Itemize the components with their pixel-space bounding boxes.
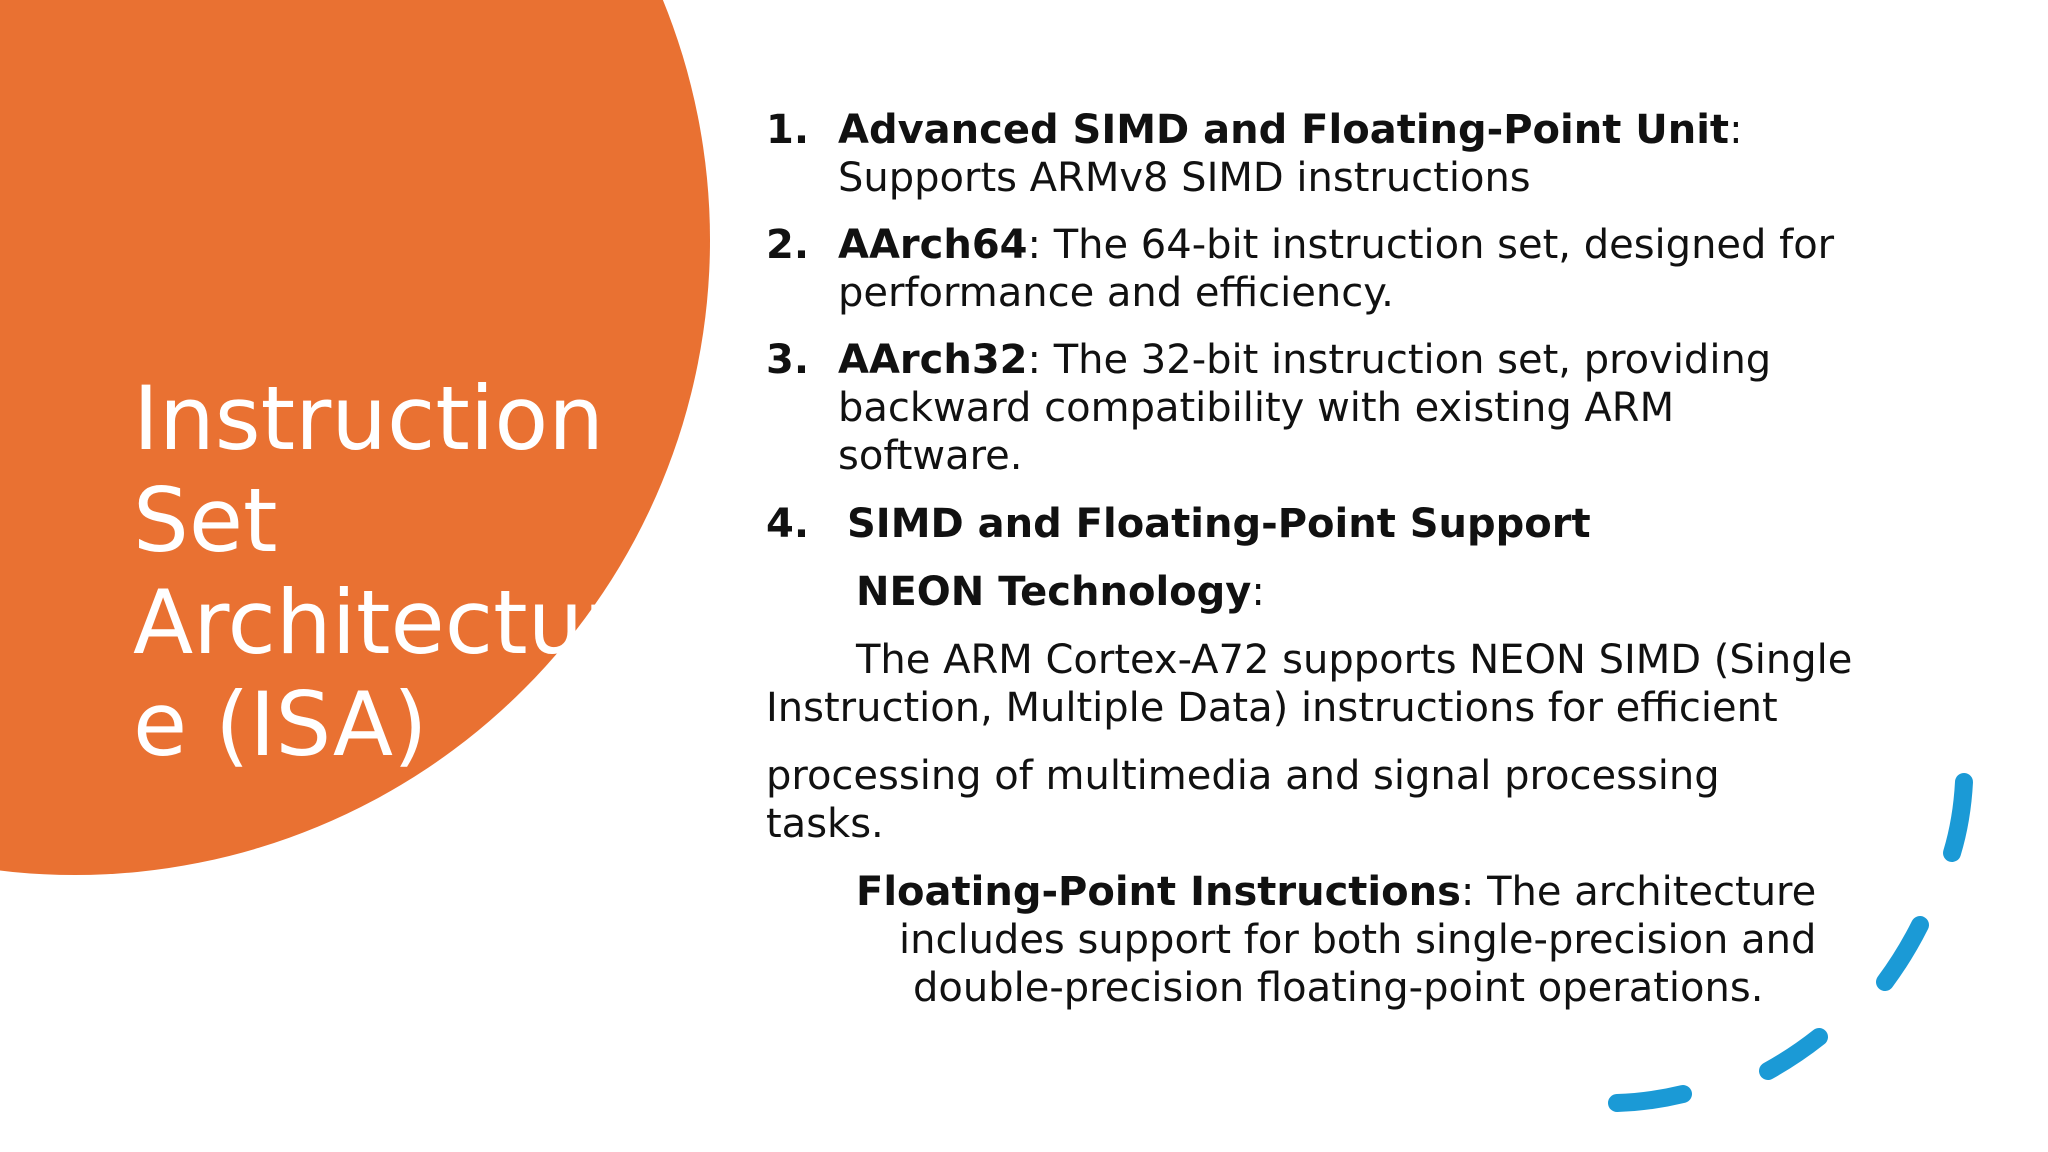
item-term: SIMD and Floating-Point Support	[847, 501, 1591, 547]
title-line: Architectur	[133, 571, 620, 674]
arc-dash	[1885, 925, 1920, 982]
item-term: AArch32	[838, 337, 1028, 383]
title-line: Instruction	[133, 367, 604, 470]
neon-separator: :	[1251, 569, 1265, 615]
item-separator: :	[1027, 222, 1041, 268]
item-line: software.	[838, 433, 1023, 479]
neon-text-line: The ARM Cortex-A72 supports NEON SIMD (Single	[856, 637, 1853, 683]
item-text: The 64-bit instruction set, designed for	[1040, 222, 1835, 268]
arc-dash	[1617, 1094, 1683, 1103]
fp-separator: :	[1460, 869, 1475, 915]
arc-dash	[1768, 1037, 1819, 1071]
item-number: 1.	[766, 107, 810, 153]
fp-text: The architecture	[1474, 869, 1817, 915]
fp-line: double-precision floating-point operations.	[913, 965, 1764, 1011]
item-line: Supports ARMv8 SIMD instructions	[838, 155, 1531, 201]
item-term: AArch64	[838, 222, 1028, 268]
item-line: backward compatibility with existing ARM	[838, 385, 1675, 431]
item-term: Advanced SIMD and Floating-Point Unit	[838, 107, 1730, 153]
arc-dash	[1952, 782, 1964, 853]
item-text: The 32-bit instruction set, providing	[1040, 337, 1772, 383]
item-separator: :	[1729, 107, 1743, 153]
neon-text-line: processing of multimedia and signal processing	[766, 753, 1720, 799]
neon-term: NEON Technology	[856, 569, 1252, 615]
item-separator: :	[1027, 337, 1041, 383]
fp-line: includes support for both single-precision and	[899, 917, 1817, 963]
fp-term: Floating-Point Instructions	[856, 869, 1461, 915]
title-line: Set	[133, 469, 278, 572]
title-line: e (ISA)	[133, 673, 428, 776]
item-number: 4.	[766, 501, 810, 547]
neon-text-line: tasks.	[766, 801, 884, 847]
item-line: performance and efficiency.	[838, 270, 1394, 316]
neon-text-line: Instruction, Multiple Data) instructions for efficient	[766, 685, 1778, 731]
item-number: 2.	[766, 222, 810, 268]
item-number: 3.	[766, 337, 810, 383]
